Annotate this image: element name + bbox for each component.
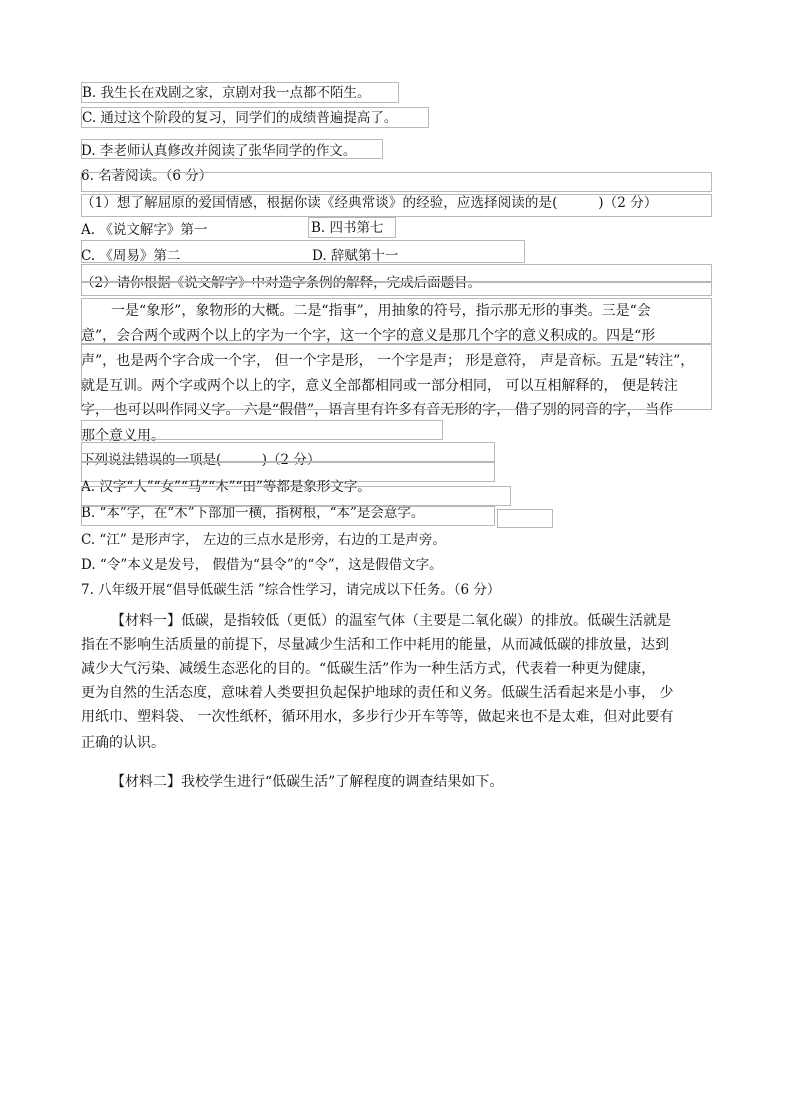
prompt-box	[81, 442, 495, 462]
q6-sub1-option-c: C. 《周易》第二	[81, 248, 181, 264]
passage-line: 一是“象形”，象物形的大概。二是“指事”，用抽象的符号，指示那无形的事类。三是“会	[111, 303, 651, 319]
passage-line: 就是互训。两个字或两个以上的字，意义全部都相同或一部分相同， 可以互相解释的， 便是转注	[81, 378, 678, 394]
q7-material2: 【材料二】我校学生进行“低碳生活”了解程度的调查结果如下。	[111, 774, 504, 790]
q6-title: 6. 名著阅读。（6 分）	[81, 168, 213, 184]
passage-box1	[81, 298, 712, 344]
q5-option-c: C. 通过这个阶段的复习，同学们的成绩普遍提高了。	[81, 107, 429, 128]
q5-option-b: B. 我生长在戏剧之家，京剧对我一点都不陌生。	[81, 82, 399, 103]
q6-sub1-option-d: D. 辞赋第十一	[312, 248, 399, 264]
q6-sub2-option-a: A. 汉字“人”“女”“马”“木”“田”等都是象形文字。	[81, 479, 371, 495]
option-b-sidebox	[497, 509, 553, 528]
passage-box2	[81, 344, 712, 410]
material1-line: 指在不影响生活质量的前提下，尽量减少生活和工作中耗用的能量，从而减低碳的排放量，达到	[81, 637, 669, 653]
material1-line: 减少大气污染、减缓生态恶化的目的。“低碳生活”作为一种生活方式，代表着一种更为健康，	[81, 661, 656, 677]
passage-line: 字， 也可以叫作同义字。 六是“假借”，语言里有许多有音无形的字， 借了别的同音的字， 当作	[81, 402, 674, 418]
q6-sub2-prompt: 下列说法错误的一项是( )（2 分）	[81, 452, 321, 468]
q6-sub2-box2	[81, 282, 712, 296]
material1-line: 【材料一】低碳，是指较低（更低）的温室气体（主要是二氧化碳）的排放。低碳生活就是	[111, 613, 671, 629]
q6-sub1-option-a: A. 《说文解字》第一	[81, 222, 208, 238]
q6-sub1-box	[81, 194, 712, 217]
q6-sub1-question: （1）想了解屈原的爱国情感，根据你读《经典常谈》的经验，应选择阅读的是( )（2 分）	[81, 195, 658, 211]
material1-line: 更为自然的生活态度，意味着人类要担负起保护地球的责任和义务。低碳生活看起来是小事， 少	[81, 685, 674, 701]
q5-option-d: D. 李老师认真修改并阅读了张华同学的作文。	[81, 143, 357, 159]
passage-box3	[81, 420, 443, 440]
q6-sub1-option-b: B. 四书第七	[308, 217, 396, 238]
q7-material1	[81, 608, 721, 758]
q6-sub2-box1	[81, 264, 712, 282]
q6-sub2-question: （2）请你根据《说文解字》中对造字条例的解释，完成后面题目。	[81, 275, 482, 291]
material1-line: 用纸巾、塑料袋、 一次性纸杯，循环用水，多步行少开车等等，做起来也不是太难，但对此要有	[81, 709, 674, 725]
q6-title-box	[81, 172, 712, 192]
q6-sub2-option-d: D. “令”本义是发号， 假借为“县令”的“令”，这是假借文字。	[81, 557, 443, 573]
q7-title: 7. 八年级开展“倡导低碳生活 ”综合性学习，请完成以下任务。（6 分）	[81, 582, 501, 598]
q6-sub1-cd-box	[81, 240, 525, 263]
material1-line: 正确的认识。	[81, 735, 165, 751]
passage-line: 声”，也是两个字合成一个字， 但一个字是形， 一个字是声； 形是意符， 声是音标。五是“转注”，	[81, 353, 695, 369]
passage-line: 意”，会合两个或两个以上的字为一个字，这一个字的意义是那几个字的意义积成的。四是“形	[81, 328, 656, 344]
option-b-box	[81, 506, 495, 526]
passage-line: 那个意义用。	[81, 428, 165, 444]
q6-sub2-option-b: B. “本”字，在“木”下部加一横，指树根，“本”是会意字。	[81, 505, 425, 521]
q5-option-d-box	[81, 139, 383, 159]
q6-sub2-option-c: C. “江” 是形声字， 左边的三点水是形旁，右边的工是声旁。	[81, 532, 446, 548]
